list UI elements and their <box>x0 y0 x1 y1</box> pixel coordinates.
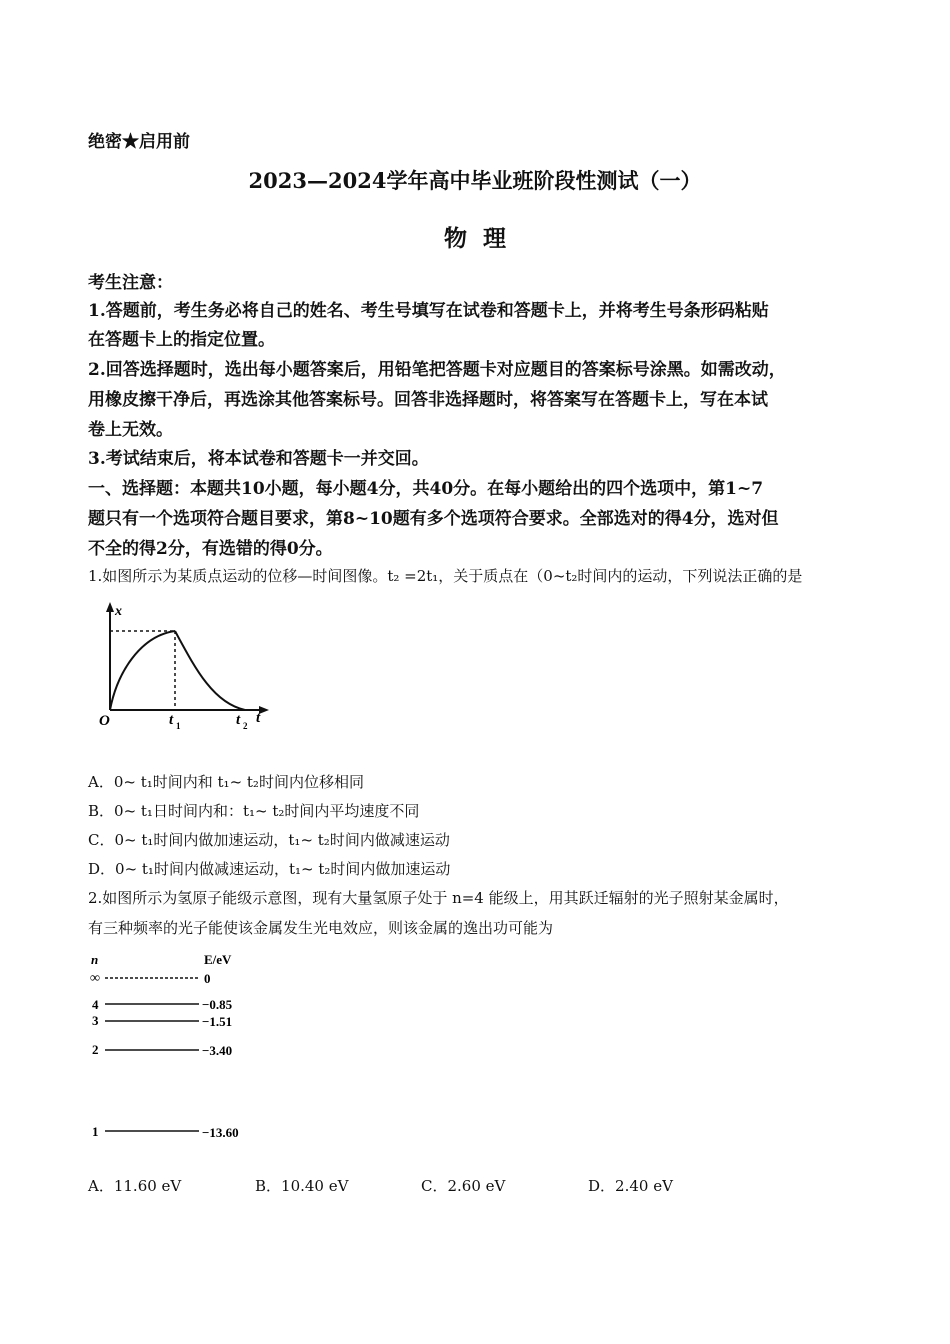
q2-level-4-e: −0.85 <box>202 997 233 1012</box>
q1-displacement-time-graph <box>95 598 280 733</box>
notice-item-3: 3.考试结束后，将本试卷和答题卡一并交回。 <box>88 449 429 469</box>
q2-n-header: n <box>91 952 99 967</box>
notice-item-2-line-2: 用橡皮擦干净后，再选涂其他答案标号。回答非选择题时，将答案写在答题卡上，写在本试 <box>88 390 768 410</box>
confidential-mark: 绝密★启用前 <box>88 132 190 152</box>
q2-option-a: A．11.60 eV <box>88 1177 182 1195</box>
q2-level-2-e: −3.40 <box>202 1043 233 1058</box>
q2-energy-level-diagram <box>85 946 255 1146</box>
q2-level-4-n: 4 <box>92 997 99 1012</box>
q1-t1-label: t <box>169 712 174 728</box>
q1-origin-label: O <box>99 713 110 729</box>
q1-t-arrow <box>259 706 269 714</box>
q1-curve-falling <box>175 631 245 710</box>
q2-level-inf-e: 0 <box>204 971 211 986</box>
subject-title: 物 理 <box>443 225 506 252</box>
q1-option-d: D．0~ t₁时间内做减速运动，t₁~ t₂时间内做加速运动 <box>88 860 451 878</box>
q1-option-b: B．0~ t₁日时间内和：t₁~ t₂时间内平均速度不同 <box>88 802 420 820</box>
q1-t1-subscript: 1 <box>176 721 181 731</box>
q1-curve-rising <box>110 631 175 710</box>
notice-item-1-line-1: 1.答题前，考生务必将自己的姓名、考生号填写在试卷和答题卡上，并将考生号条形码粘贴 <box>88 301 769 321</box>
q2-stem-line-2: 有三种频率的光子能使该金属发生光电效应，则该金属的逸出功可能为 <box>88 919 554 937</box>
notice-heading: 考生注意： <box>88 273 173 293</box>
q1-t2-subscript: 2 <box>243 721 248 731</box>
q1-t2-label: t <box>236 712 241 728</box>
q1-t-axis-label: t <box>256 710 261 726</box>
section-1-line-1: 一、选择题：本题共10小题，每小题4分，共40分。在每小题给出的四个选项中，第1~7 <box>88 479 764 499</box>
q2-level-3-e: −1.51 <box>202 1014 233 1029</box>
notice-item-1-line-2: 在答题卡上的指定位置。 <box>88 330 275 350</box>
q2-level-1-e: −13.60 <box>202 1125 239 1140</box>
notice-item-2-line-3: 卷上无效。 <box>88 420 173 440</box>
q1-option-a: A．0~ t₁时间内和 t₁~ t₂时间内位移相同 <box>88 773 364 791</box>
exam-title: 2023—2024学年高中毕业班阶段性测试（一） <box>248 168 702 193</box>
q2-option-c: C．2.60 eV <box>421 1177 506 1195</box>
q2-level-inf-n: ∞ <box>90 971 100 986</box>
q2-option-d: D．2.40 eV <box>588 1177 673 1195</box>
section-1-line-3: 不全的得2分，有选错的得0分。 <box>88 539 333 559</box>
q2-level-1-n: 1 <box>92 1124 99 1139</box>
q2-level-2-n: 2 <box>92 1042 99 1057</box>
q1-y-arrow <box>106 602 114 612</box>
q1-stem: 1.如图所示为某质点运动的位移—时间图像。t₂ =2t₁，关于质点在（0~t₂时间内的运动，下列说法正确的是 <box>88 567 803 585</box>
q1-axes <box>110 608 263 710</box>
q2-e-header: E/eV <box>204 952 232 967</box>
q2-level-3-n: 3 <box>92 1013 99 1028</box>
q1-option-c: C．0~ t₁时间内做加速运动，t₁~ t₂时间内做减速运动 <box>88 831 450 849</box>
q2-stem-line-1: 2.如图所示为氢原子能级示意图，现有大量氢原子处于 n=4 能级上，用其跃迁辐射的光子照射某金属时， <box>88 889 789 907</box>
q1-y-axis-label: x <box>115 604 122 619</box>
section-1-line-2: 题只有一个选项符合题目要求，第8~10题有多个选项符合要求。全部选对的得4分，选对但 <box>88 509 779 529</box>
notice-item-2-line-1: 2.回答选择题时，选出每小题答案后，用铅笔把答题卡对应题目的答案标号涂黑。如需改动， <box>88 360 786 380</box>
q2-option-b: B．10.40 eV <box>255 1177 349 1195</box>
